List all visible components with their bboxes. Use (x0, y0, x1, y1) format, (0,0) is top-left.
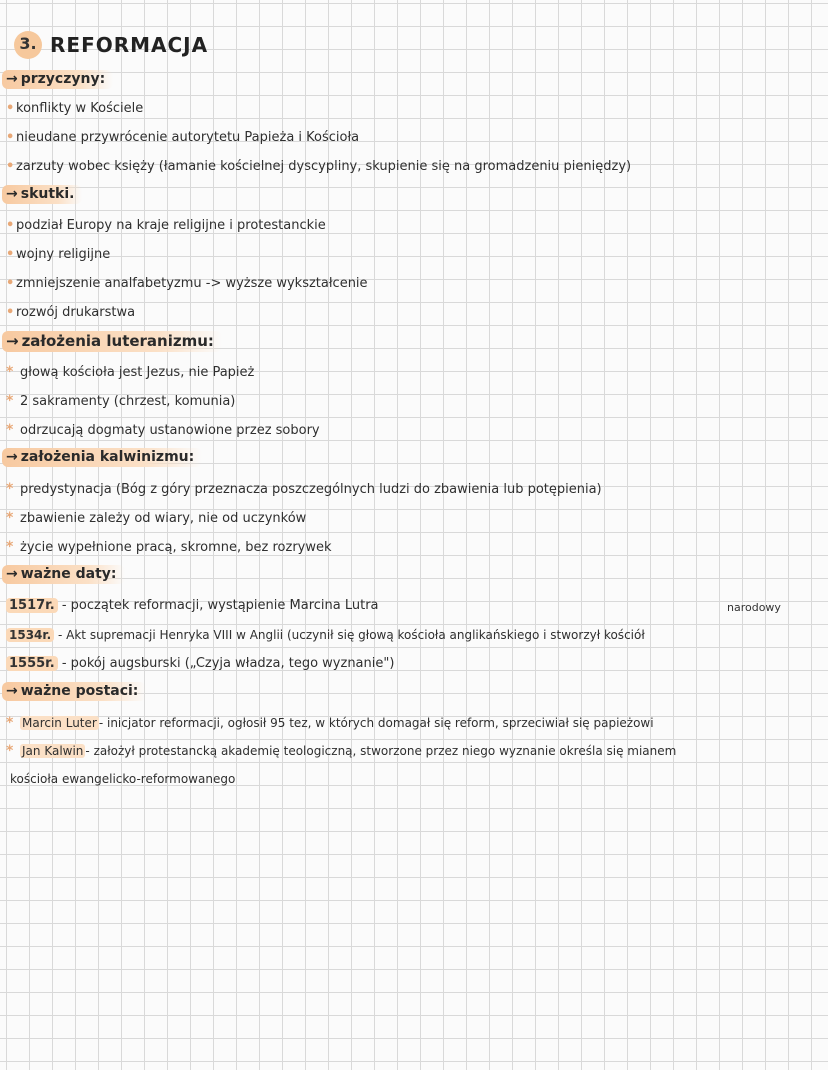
list-item: • wojny religijne (6, 247, 111, 262)
list-item: * 2 sakramenty (chrzest, komunia) (6, 393, 236, 409)
page-title (14, 30, 208, 60)
list-item: • zmniejszenie analfabetyzmu -> wyższe wykształcenie (6, 276, 368, 291)
list-item: • konflikty w Kościele (6, 101, 144, 116)
person-item: * Jan Kalwin - założył protestancką akademię teologiczną, stworzone przez niego wyznanie określa się mianem (6, 743, 677, 759)
list-item: • rozwój drukarstwa (6, 305, 136, 320)
list-item: * odrzucają dogmaty ustanowione przez sobory (6, 422, 320, 438)
heading-luteranizm: → założenia luteranizmu: (2, 331, 222, 352)
heading-kalwinizm: → założenia kalwinizmu: (2, 448, 202, 467)
date-item: 1534r. - Akt supremacji Henryka VIII w Anglii (uczynił się głową kościoła anglikańskiego i stworzył kościół (6, 626, 645, 644)
date-item: 1517r. - początek reformacji, wystąpienie Marcina Lutra (6, 597, 379, 615)
heading-przyczyny: → przyczyny: (2, 70, 113, 89)
heading-skutki: → skutki. (2, 185, 82, 204)
person-item: * Marcin Luter - inicjator reformacji, ogłosił 95 tez, w których domagał się reform, sprzeciwiał się papieżowi (6, 715, 654, 731)
list-item: * głową kościoła jest Jezus, nie Papież (6, 364, 255, 380)
margin-annotation: narodowy (727, 601, 781, 614)
title-text: REFORMACJA (50, 33, 209, 57)
list-item: • nieudane przywrócenie autorytetu Papieża i Kościoła (6, 130, 360, 145)
title-number: 3. (14, 31, 42, 59)
heading-daty: → ważne daty: (2, 565, 125, 584)
person-item-continuation: kościoła ewangelicko-reformowanego (10, 772, 236, 786)
list-item: • zarzuty wobec księży (łamanie kościelnej dyscypliny, skupienie się na gromadzeniu pieniędzy) (6, 159, 632, 174)
date-item: 1555r. - pokój augsburski („Czyja władza, tego wyznanie") (6, 655, 394, 673)
heading-postaci: → ważne postaci: (2, 682, 146, 701)
list-item: * predystynacja (Bóg z góry przeznacza poszczególnych ludzi do zbawienia lub potępienia) (6, 481, 602, 497)
list-item: * życie wypełnione pracą, skromne, bez rozrywek (6, 539, 332, 555)
list-item: * zbawienie zależy od wiary, nie od uczynków (6, 510, 307, 526)
list-item: • podział Europy na kraje religijne i protestanckie (6, 218, 326, 233)
